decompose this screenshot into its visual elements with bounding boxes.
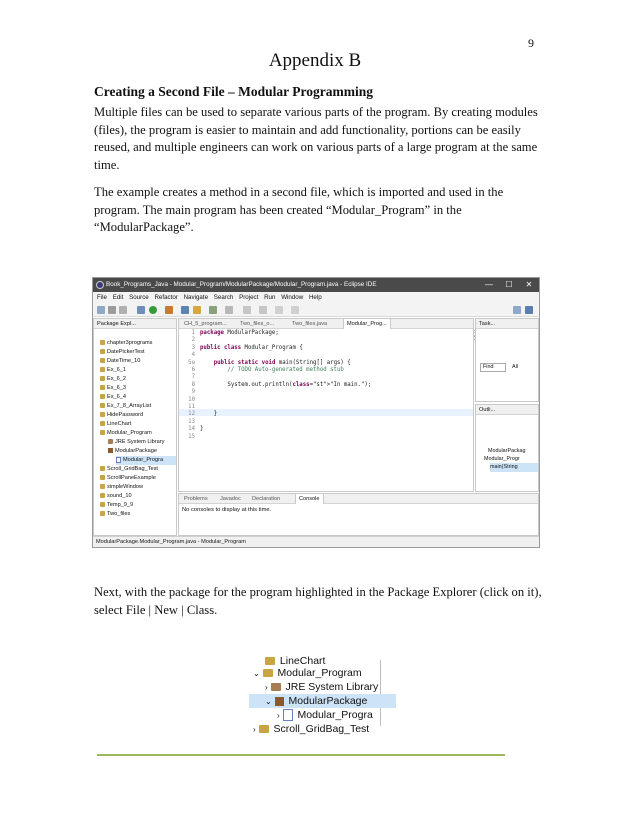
print-icon[interactable] xyxy=(119,306,127,314)
line-number: 11 xyxy=(188,404,195,410)
line-number: 9 xyxy=(191,389,195,396)
menu-file[interactable]: File xyxy=(97,294,107,301)
chevron-right-icon: › xyxy=(277,711,280,720)
outline-header: Outli... xyxy=(476,405,538,415)
line-number: 15 xyxy=(188,433,195,440)
tree-item[interactable]: Two_files xyxy=(100,510,130,519)
library-icon xyxy=(108,439,113,444)
crop-tree-item[interactable]: LineChart xyxy=(265,654,325,668)
status-bar: ModularPackage.Modular_Program.java - Modular_Program xyxy=(93,536,539,547)
back-icon[interactable] xyxy=(275,306,283,314)
menu-bar xyxy=(93,292,539,303)
chevron-down-icon: ⌄ xyxy=(253,669,260,678)
editor-pane xyxy=(178,318,474,492)
menu-help[interactable]: Help xyxy=(308,294,322,301)
footer-rule xyxy=(97,754,505,756)
project-folder-icon xyxy=(100,367,105,372)
library-icon xyxy=(271,683,281,691)
menu-run[interactable]: Run xyxy=(264,294,276,301)
line-number: 7 xyxy=(191,374,195,381)
menu-edit[interactable]: Edit xyxy=(112,294,124,301)
outline-item-selected[interactable]: main(String xyxy=(490,463,538,472)
project-folder-icon xyxy=(100,484,105,489)
project-folder-icon xyxy=(100,376,105,381)
line-number: 13 xyxy=(188,418,195,425)
project-folder-icon xyxy=(100,475,105,480)
java-perspective-icon[interactable] xyxy=(525,306,533,314)
paragraph-example: The example creates a method in a second file, which is imported and used in the program. The main program has been created “Modular_Program” in the “ModularPackage”. xyxy=(94,185,504,235)
console-message: No consoles to display at this time. xyxy=(182,507,272,513)
code-line: } xyxy=(200,426,204,433)
project-folder-icon xyxy=(265,657,275,665)
run-icon[interactable] xyxy=(149,306,157,314)
tree-item[interactable]: Modular_Program xyxy=(100,429,152,438)
line-number: 1 xyxy=(191,330,195,336)
line-number: 5⊖ xyxy=(188,359,195,366)
menu-window[interactable]: Window xyxy=(281,294,304,301)
forward-icon[interactable] xyxy=(291,306,299,314)
task-list-header: Task... xyxy=(476,319,538,329)
tab-console[interactable]: Console xyxy=(295,494,324,504)
close-button[interactable]: ✕ xyxy=(525,280,533,289)
tree-item[interactable]: ScrollPaneExample xyxy=(100,474,156,483)
project-folder-icon xyxy=(100,493,105,498)
outline-pane xyxy=(475,404,539,492)
line-number: 4 xyxy=(191,352,195,359)
tree-item[interactable]: ModularPackage xyxy=(108,447,157,456)
menu-search[interactable]: Search xyxy=(213,294,234,301)
crop-tree-item[interactable]: ⌄ Modular_Program xyxy=(253,667,362,679)
tree-item[interactable]: LineChart xyxy=(100,420,131,429)
project-folder-icon xyxy=(100,412,105,417)
tree-item[interactable]: simpleWindow xyxy=(100,483,143,492)
page-number: 9 xyxy=(528,36,534,50)
window-titlebar xyxy=(93,278,539,292)
search-icon[interactable] xyxy=(209,306,217,314)
page-title: Appendix B xyxy=(268,50,362,71)
menu-project[interactable]: Project xyxy=(239,294,259,301)
line-number: 14 xyxy=(188,426,195,433)
editor-tab-active[interactable]: Modular_Prog... xyxy=(343,319,391,329)
chevron-right-icon: › xyxy=(265,683,268,692)
crop-tree-item[interactable]: › JRE System Library xyxy=(265,681,379,693)
annotation-icon[interactable] xyxy=(243,306,251,314)
find-input[interactable]: Find xyxy=(480,363,506,372)
tree-item[interactable]: sound_10 xyxy=(100,492,132,501)
crop-tree-item[interactable]: › Scroll_GridBag_Test xyxy=(253,723,370,735)
menu-navigate[interactable]: Navigate xyxy=(183,294,209,301)
paragraph-intro: Multiple files can be used to separate various parts of the program. By creating modules (files), the program is easier to maintain and add functionality, portions can be easily reused, and multiple engineers can work on various parts of a large program at the same time. xyxy=(94,105,538,172)
toggle-mark-icon[interactable] xyxy=(225,306,233,314)
project-folder-icon xyxy=(100,394,105,399)
tree-item[interactable]: DateTime_10 xyxy=(100,357,140,366)
outline-item[interactable]: ModularPackag xyxy=(488,448,526,454)
menu-refactor[interactable]: Refactor xyxy=(154,294,178,301)
project-folder-icon xyxy=(100,385,105,390)
tree-item[interactable]: Temp_9_9 xyxy=(100,501,133,510)
tree-item[interactable]: Scroll_GridBag_Test xyxy=(100,465,158,474)
line-number: 8 xyxy=(191,381,195,388)
tree-item[interactable]: HidePassword xyxy=(100,411,143,420)
console-pane xyxy=(178,493,539,536)
project-folder-icon xyxy=(100,511,105,516)
paragraph-instructions: Next, with the package for the program highlighted in the Package Explorer (click on it), select File | New | Class. xyxy=(94,585,542,617)
tree-item[interactable]: Ex_6_2 xyxy=(100,375,126,384)
line-number: 6 xyxy=(191,367,195,373)
outline-item[interactable]: Modular_Progr xyxy=(484,456,520,462)
section-heading: Creating a Second File – Modular Programming xyxy=(94,84,373,99)
eclipse-app-icon xyxy=(96,281,104,289)
line-number: 2 xyxy=(191,337,195,344)
project-folder-icon xyxy=(100,403,105,408)
console-tabbar xyxy=(179,494,538,504)
tree-item[interactable]: Ex_6_3 xyxy=(100,384,126,393)
editor-tabbar xyxy=(179,319,473,329)
external-tools-icon[interactable] xyxy=(165,306,173,314)
crop-tree-item[interactable]: › Modular_Progra xyxy=(277,709,373,721)
open-type-icon[interactable] xyxy=(193,306,201,314)
tree-item[interactable]: Ex_6_4 xyxy=(100,393,126,402)
code-line: package ModularPackage; xyxy=(200,330,279,336)
window-title: Book_Programs_Java - Modular_Program/ModularPackage/Modular_Program.java - Eclipse IDE xyxy=(106,281,377,288)
code-line: public class Modular_Program { xyxy=(200,344,303,351)
crop-tree-item-selected[interactable]: ⌄ ModularPackage xyxy=(249,694,396,708)
line-number: 10 xyxy=(188,396,195,403)
code-line: } xyxy=(200,411,218,418)
project-folder-icon xyxy=(259,725,269,733)
new-icon[interactable] xyxy=(97,306,105,314)
tree-item-selected[interactable]: Modular_Progra xyxy=(116,456,176,465)
all-filter[interactable]: All xyxy=(512,364,518,370)
tree-item[interactable]: JRE System Library xyxy=(108,438,164,447)
package-icon xyxy=(108,448,113,453)
tab-javadoc[interactable]: Javadoc xyxy=(220,496,241,502)
debug-icon[interactable] xyxy=(137,306,145,314)
current-line-highlight xyxy=(179,409,473,416)
package-explorer-header xyxy=(94,319,176,329)
package-explorer-title[interactable]: Package Expl... xyxy=(97,321,136,327)
package-icon xyxy=(275,697,284,706)
eclipse-screenshot xyxy=(92,277,540,548)
tab-declaration[interactable]: Declaration xyxy=(252,496,281,502)
minimize-button[interactable]: — xyxy=(485,280,493,289)
project-folder-icon xyxy=(100,502,105,507)
tree-item[interactable]: chapter3programs xyxy=(100,339,152,348)
toolbar xyxy=(93,303,539,317)
package-explorer xyxy=(93,318,177,536)
line-number: 3 xyxy=(191,344,195,351)
project-folder-icon xyxy=(100,430,105,435)
save-icon[interactable] xyxy=(108,306,116,314)
code-line: public static void main(String[] args) { xyxy=(213,359,351,366)
maximize-button[interactable]: ☐ xyxy=(505,280,513,289)
chevron-down-icon: ⌄ xyxy=(265,697,272,706)
editor-tab[interactable]: Two_files.java xyxy=(292,321,328,327)
chevron-right-icon: › xyxy=(253,725,256,734)
code-line: System.out.println(class="st">"In main."); xyxy=(200,381,372,388)
project-folder-icon xyxy=(100,466,105,471)
new-java-project-icon[interactable] xyxy=(181,306,189,314)
project-folder-icon xyxy=(100,358,105,363)
project-folder-icon xyxy=(100,340,105,345)
tree-item[interactable]: Ex_6_1 xyxy=(100,366,126,375)
next-annotation-icon[interactable] xyxy=(259,306,267,314)
tree-item[interactable]: Ex_7_8_ArrayList xyxy=(100,402,151,411)
menu-source[interactable]: Source xyxy=(129,294,149,301)
project-folder-icon xyxy=(263,669,273,677)
tree-item[interactable]: DatePickerTest xyxy=(100,348,145,357)
package-explorer-crop xyxy=(249,655,381,735)
editor-tab[interactable]: Two_files_o... xyxy=(240,321,275,327)
editor-tab[interactable]: CH_5_program... xyxy=(184,321,227,327)
project-folder-icon xyxy=(100,421,105,426)
perspective-icon[interactable] xyxy=(513,306,521,314)
project-folder-icon xyxy=(100,349,105,354)
java-file-icon xyxy=(116,457,121,463)
code-line: // TODO Auto-generated method stub xyxy=(200,367,344,373)
line-number: 12 xyxy=(188,411,195,418)
task-list-pane xyxy=(475,318,539,402)
tab-problems[interactable]: Problems xyxy=(184,496,208,502)
java-file-icon xyxy=(283,709,293,721)
